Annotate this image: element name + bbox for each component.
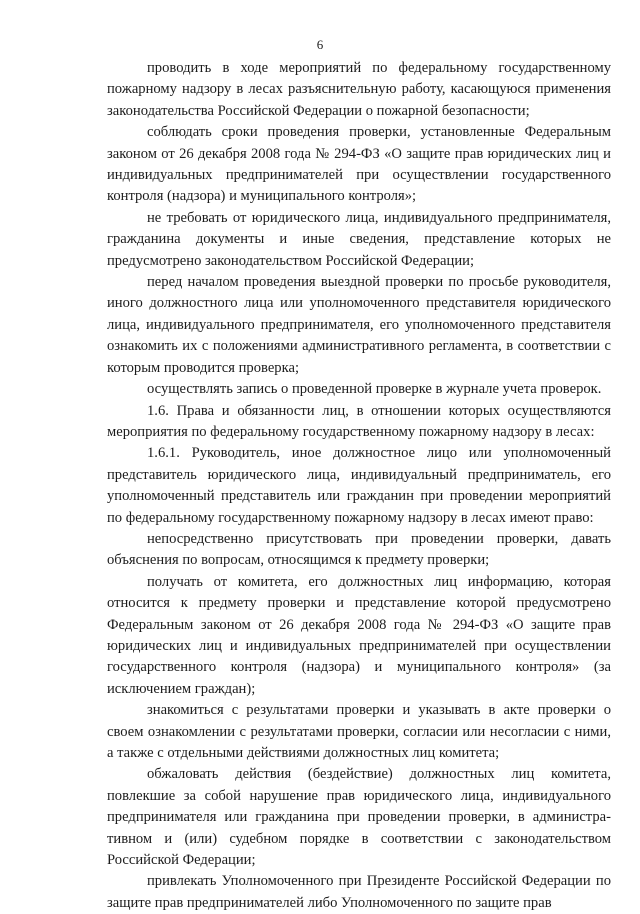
paragraph-right-be-present: непосредственно присутствовать при проведении проверки, давать объяснения по вопросам, относящимся к предмету проверки; — [107, 530, 611, 569]
paragraph-right-ombudsman: привлекать Уполномоченного при Президенте Российской Федерации по защите прав предпринимателей либо Уполномоченного по защите прав — [107, 873, 611, 911]
section-1-6-1-heading: 1.6.1. Руководитель, иное должностное лицо или уполномоченный представитель юридического лица, индивидуальный предприниматель, его уполномоченный представитель или гражданин при проведении мероприятий по федеральному государственному пожарному надзору в лесах имеют право: — [107, 445, 611, 526]
paragraph-duty-acquaint-with-regulation: перед началом проведения выездной проверки по просьбе руководителя, иного должностного лица или уполномоченного представителя юридического лица, индивидуального предпринимателя, его уполномоченного представителя ознакомить их с положениями административного регламента, в соответствии с которым проводится проверка; — [107, 274, 611, 376]
paragraph-duty-log-entry: осуществлять запись о проведенной проверке в журнале учета проверок. — [147, 381, 602, 398]
page-number: 6 — [316, 37, 324, 52]
paragraph-right-appeal: обжаловать действия (бездействие) должностных лиц комитета, повлекшие за собой нарушение прав юридического лица, индивидуального предпринимателя или гражданина при проведении проверки, в администра-тивном и (или) судебном порядке в соответствии с законодательством Российской Федерации; — [107, 766, 611, 869]
section-1-6-heading: 1.6. Права и обязанности лиц, в отношении которых осуществляются мероприятия по федеральному государственному пожарному надзору в лесах: — [107, 402, 611, 440]
document-body — [107, 58, 611, 914]
paragraph-right-receive-information: получать от комитета, его должностных лиц информацию, которая относится к предмету проверки и представление которой предусмотрено Федеральным законом от 26 декабря 2008 года № 294-ФЗ «О защите прав юридических лиц и индивидуальных предпринимателей при осуществлении государственного контроля (надзора) и муниципального контроля» (за исключением граждан); — [107, 573, 611, 697]
paragraph-duty-inspection-deadlines: соблюдать сроки проведения проверки, установленные Федеральным законом от 26 декабря 2008 года № 294-ФЗ «О защите прав юридических лиц и индивидуальных предпринимателей при осуществлении государственного контроля (надзора) и муниципального контроля»; — [107, 124, 611, 205]
paragraph-duty-no-extra-documents: не требовать от юридического лица, индивидуального предпринимателя, гражданина документы и иные сведения, представление которых не предусмотрено законодательством Российской Федерации; — [107, 209, 611, 269]
paragraph-right-review-results: знакомиться с результатами проверки и указывать в акте проверки о своем ознакомлении с результатами проверки, согласии или несогласии с ними, а также с отдельными действиями должностных лиц комитета; — [107, 702, 611, 761]
paragraph-duty-explanatory-work: проводить в ходе мероприятий по федеральному государственному пожарному надзору в лесах разъяснительную работу, касающуюся применения законодательства Российской Федерации о пожарной безопасности; — [107, 60, 611, 119]
